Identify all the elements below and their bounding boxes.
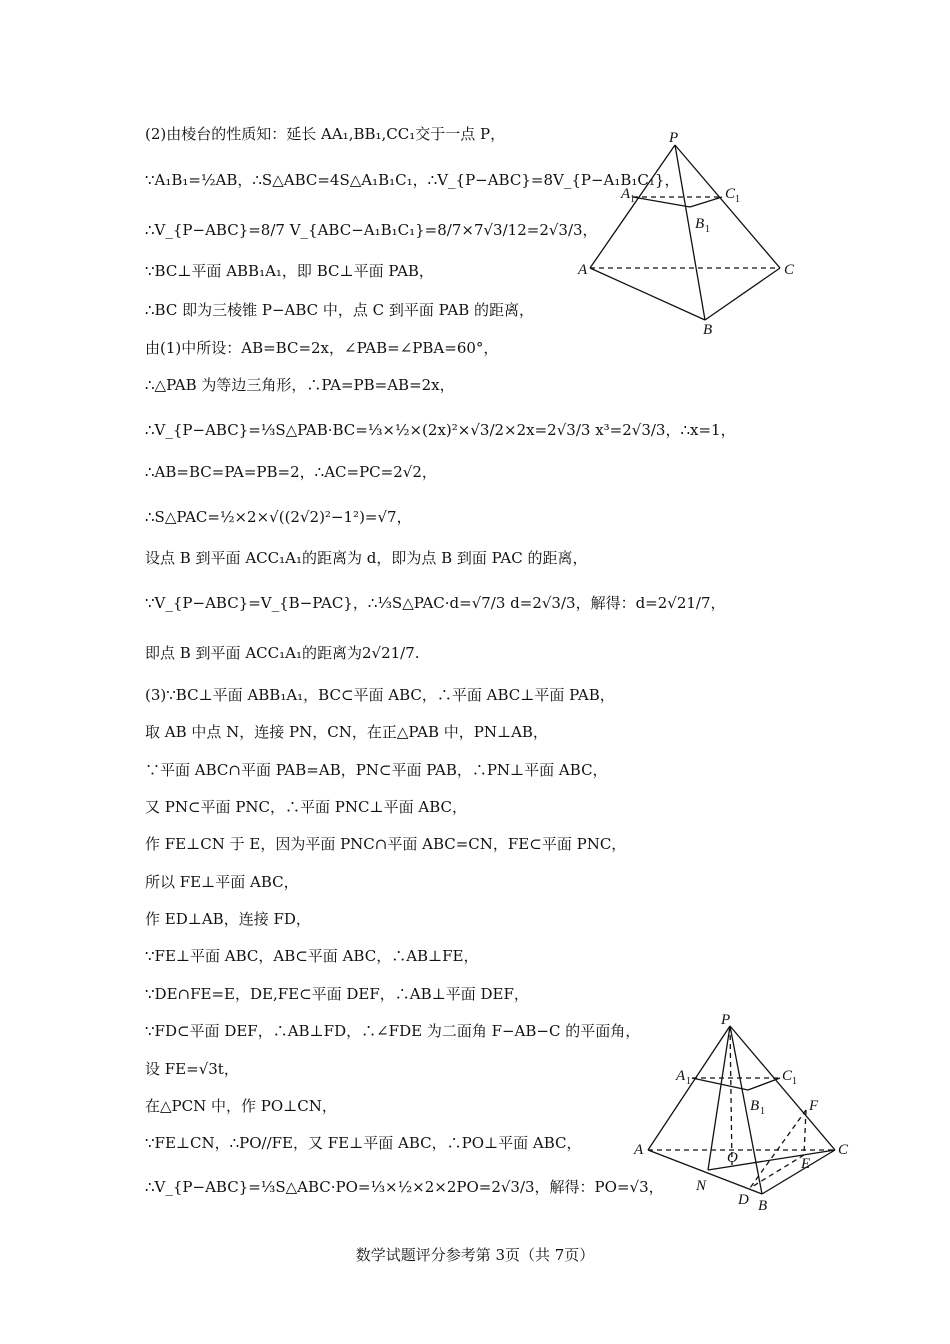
text-line: ∴V_{P−ABC}=⅓S△PAB·BC=⅓×½×(2x)²×√3/2×2x=2√3/3 x³=2√3/3，∴x=1， <box>145 421 736 439</box>
label-N: N <box>696 1178 707 1194</box>
label-A1-sub: 1 <box>686 1076 691 1087</box>
text-line: (3)∵BC⊥平面 ABB₁A₁，BC⊂平面 ABC，∴平面 ABC⊥平面 PAB， <box>145 686 615 704</box>
text-line: 由(1)中所设：AB=BC=2x，∠PAB=∠PBA=60°， <box>145 339 499 357</box>
edge-PB <box>675 145 705 320</box>
edge-BC <box>705 268 780 320</box>
label-O: O <box>727 1150 738 1166</box>
edge-A1B1 <box>633 197 690 207</box>
label-C1-sub: 1 <box>735 194 740 205</box>
text-line: ∵FE⊥CN，∴PO//FE，又 FE⊥平面 ABC，∴PO⊥平面 ABC， <box>145 1134 582 1152</box>
label-C: C <box>838 1142 849 1158</box>
edge-PO-hidden <box>730 1026 732 1165</box>
label-C: C <box>784 262 795 278</box>
text-line: (2)由棱台的性质知：延长 AA₁,BB₁,CC₁交于一点 P， <box>145 125 506 143</box>
pyramid-figure-2 <box>630 1008 860 1213</box>
label-D: D <box>738 1192 749 1208</box>
text-line: ∵V_{P−ABC}=V_{B−PAC}，∴⅓S△PAC·d=√7/3 d=2√3/3，解得：d=2√21/7， <box>145 594 726 612</box>
text-line: 即点 B 到平面 ACC₁A₁的距离为2√21/7. <box>145 644 420 662</box>
label-B: B <box>703 322 713 338</box>
label-F: F <box>809 1098 819 1114</box>
label-E: E <box>801 1156 811 1172</box>
text-line: 作 ED⊥AB，连接 FD， <box>145 910 311 928</box>
edge-B1C1 <box>748 1078 780 1090</box>
label-P: P <box>669 130 679 146</box>
text-line: ∴BC 即为三棱锥 P−ABC 中，点 C 到平面 PAB 的距离， <box>145 301 535 319</box>
label-B1-sub: 1 <box>760 1106 765 1117</box>
label-A: A <box>634 1142 644 1158</box>
text-line: 作 FE⊥CN 于 E，因为平面 PNC∩平面 ABC=CN，FE⊂平面 PNC， <box>145 835 627 853</box>
text-line: ∴AB=BC=PA=PB=2，∴AC=PC=2√2， <box>145 463 437 481</box>
label-A1: A <box>676 1068 686 1084</box>
text-line: ∵BC⊥平面 ABB₁A₁，即 BC⊥平面 PAB， <box>145 262 434 280</box>
text-line: ∵FD⊂平面 DEF，∴AB⊥FD，∴∠FDE 为二面角 F−AB−C 的平面角， <box>145 1022 641 1040</box>
text-line: ∵FE⊥平面 ABC，AB⊂平面 ABC，∴AB⊥FE， <box>145 947 479 965</box>
label-B1: B <box>750 1098 760 1114</box>
text-line: 在△PCN 中，作 PO⊥CN， <box>145 1097 337 1115</box>
label-B1-sub: 1 <box>705 224 710 235</box>
label-C1: C <box>725 186 736 202</box>
edge-PA <box>648 1026 730 1150</box>
text-line: ∵A₁B₁=½AB，∴S△ABC=4S△A₁B₁C₁，∴V_{P−ABC}=8V_{P−A₁B₁C₁}， <box>145 171 680 189</box>
label-P: P <box>721 1012 731 1028</box>
label-C1: C <box>782 1068 793 1084</box>
text-line: 设点 B 到平面 ACC₁A₁的距离为 d，即为点 B 到面 PAC 的距离， <box>145 549 588 567</box>
edge-PA <box>590 145 675 268</box>
edge-B1C1 <box>690 197 722 207</box>
text-line: ∴△PAB 为等边三角形，∴PA=PB=AB=2x， <box>145 376 455 394</box>
label-B1: B <box>695 216 705 232</box>
text-line: 所以 FE⊥平面 ABC， <box>145 873 299 891</box>
edge-FD-hidden <box>750 1110 806 1188</box>
edge-AB <box>590 268 705 320</box>
edge-PN <box>708 1026 730 1170</box>
edge-FE-hidden <box>804 1110 806 1155</box>
text-line: ∴V_{P−ABC}=⅓S△ABC·PO=⅓×½×2×2PO=2√3/3，解得：PO=√3， <box>145 1178 664 1196</box>
label-A1: A <box>621 186 631 202</box>
text-line: 取 AB 中点 N，连接 PN，CN，在正△PAB 中，PN⊥AB， <box>145 723 548 741</box>
text-line: ∵平面 ABC∩平面 PAB=AB，PN⊂平面 PAB，∴PN⊥平面 ABC， <box>145 761 608 779</box>
edge-PC <box>730 1026 835 1150</box>
label-C1-sub: 1 <box>792 1076 797 1087</box>
text-line: ∵DE∩FE=E，DE,FE⊂平面 DEF，∴AB⊥平面 DEF， <box>145 985 529 1003</box>
label-B: B <box>758 1198 768 1213</box>
text-line: 又 PN⊂平面 PNC，∴平面 PNC⊥平面 ABC， <box>145 798 467 816</box>
text-line: ∴S△PAC=½×2×√((2√2)²−1²)=√7， <box>145 508 412 526</box>
text-line: ∴V_{P−ABC}=8/7 V_{ABC−A₁B₁C₁}=8/7×7√3/12=2√3/3， <box>145 221 598 239</box>
pyramid-figure-1 <box>575 130 805 340</box>
label-A: A <box>578 262 588 278</box>
page-footer: 数学试题评分参考第 3页（共 7页） <box>355 1246 595 1264</box>
label-A1-sub: 1 <box>630 194 635 205</box>
text-line: 设 FE=√3t， <box>145 1060 239 1078</box>
